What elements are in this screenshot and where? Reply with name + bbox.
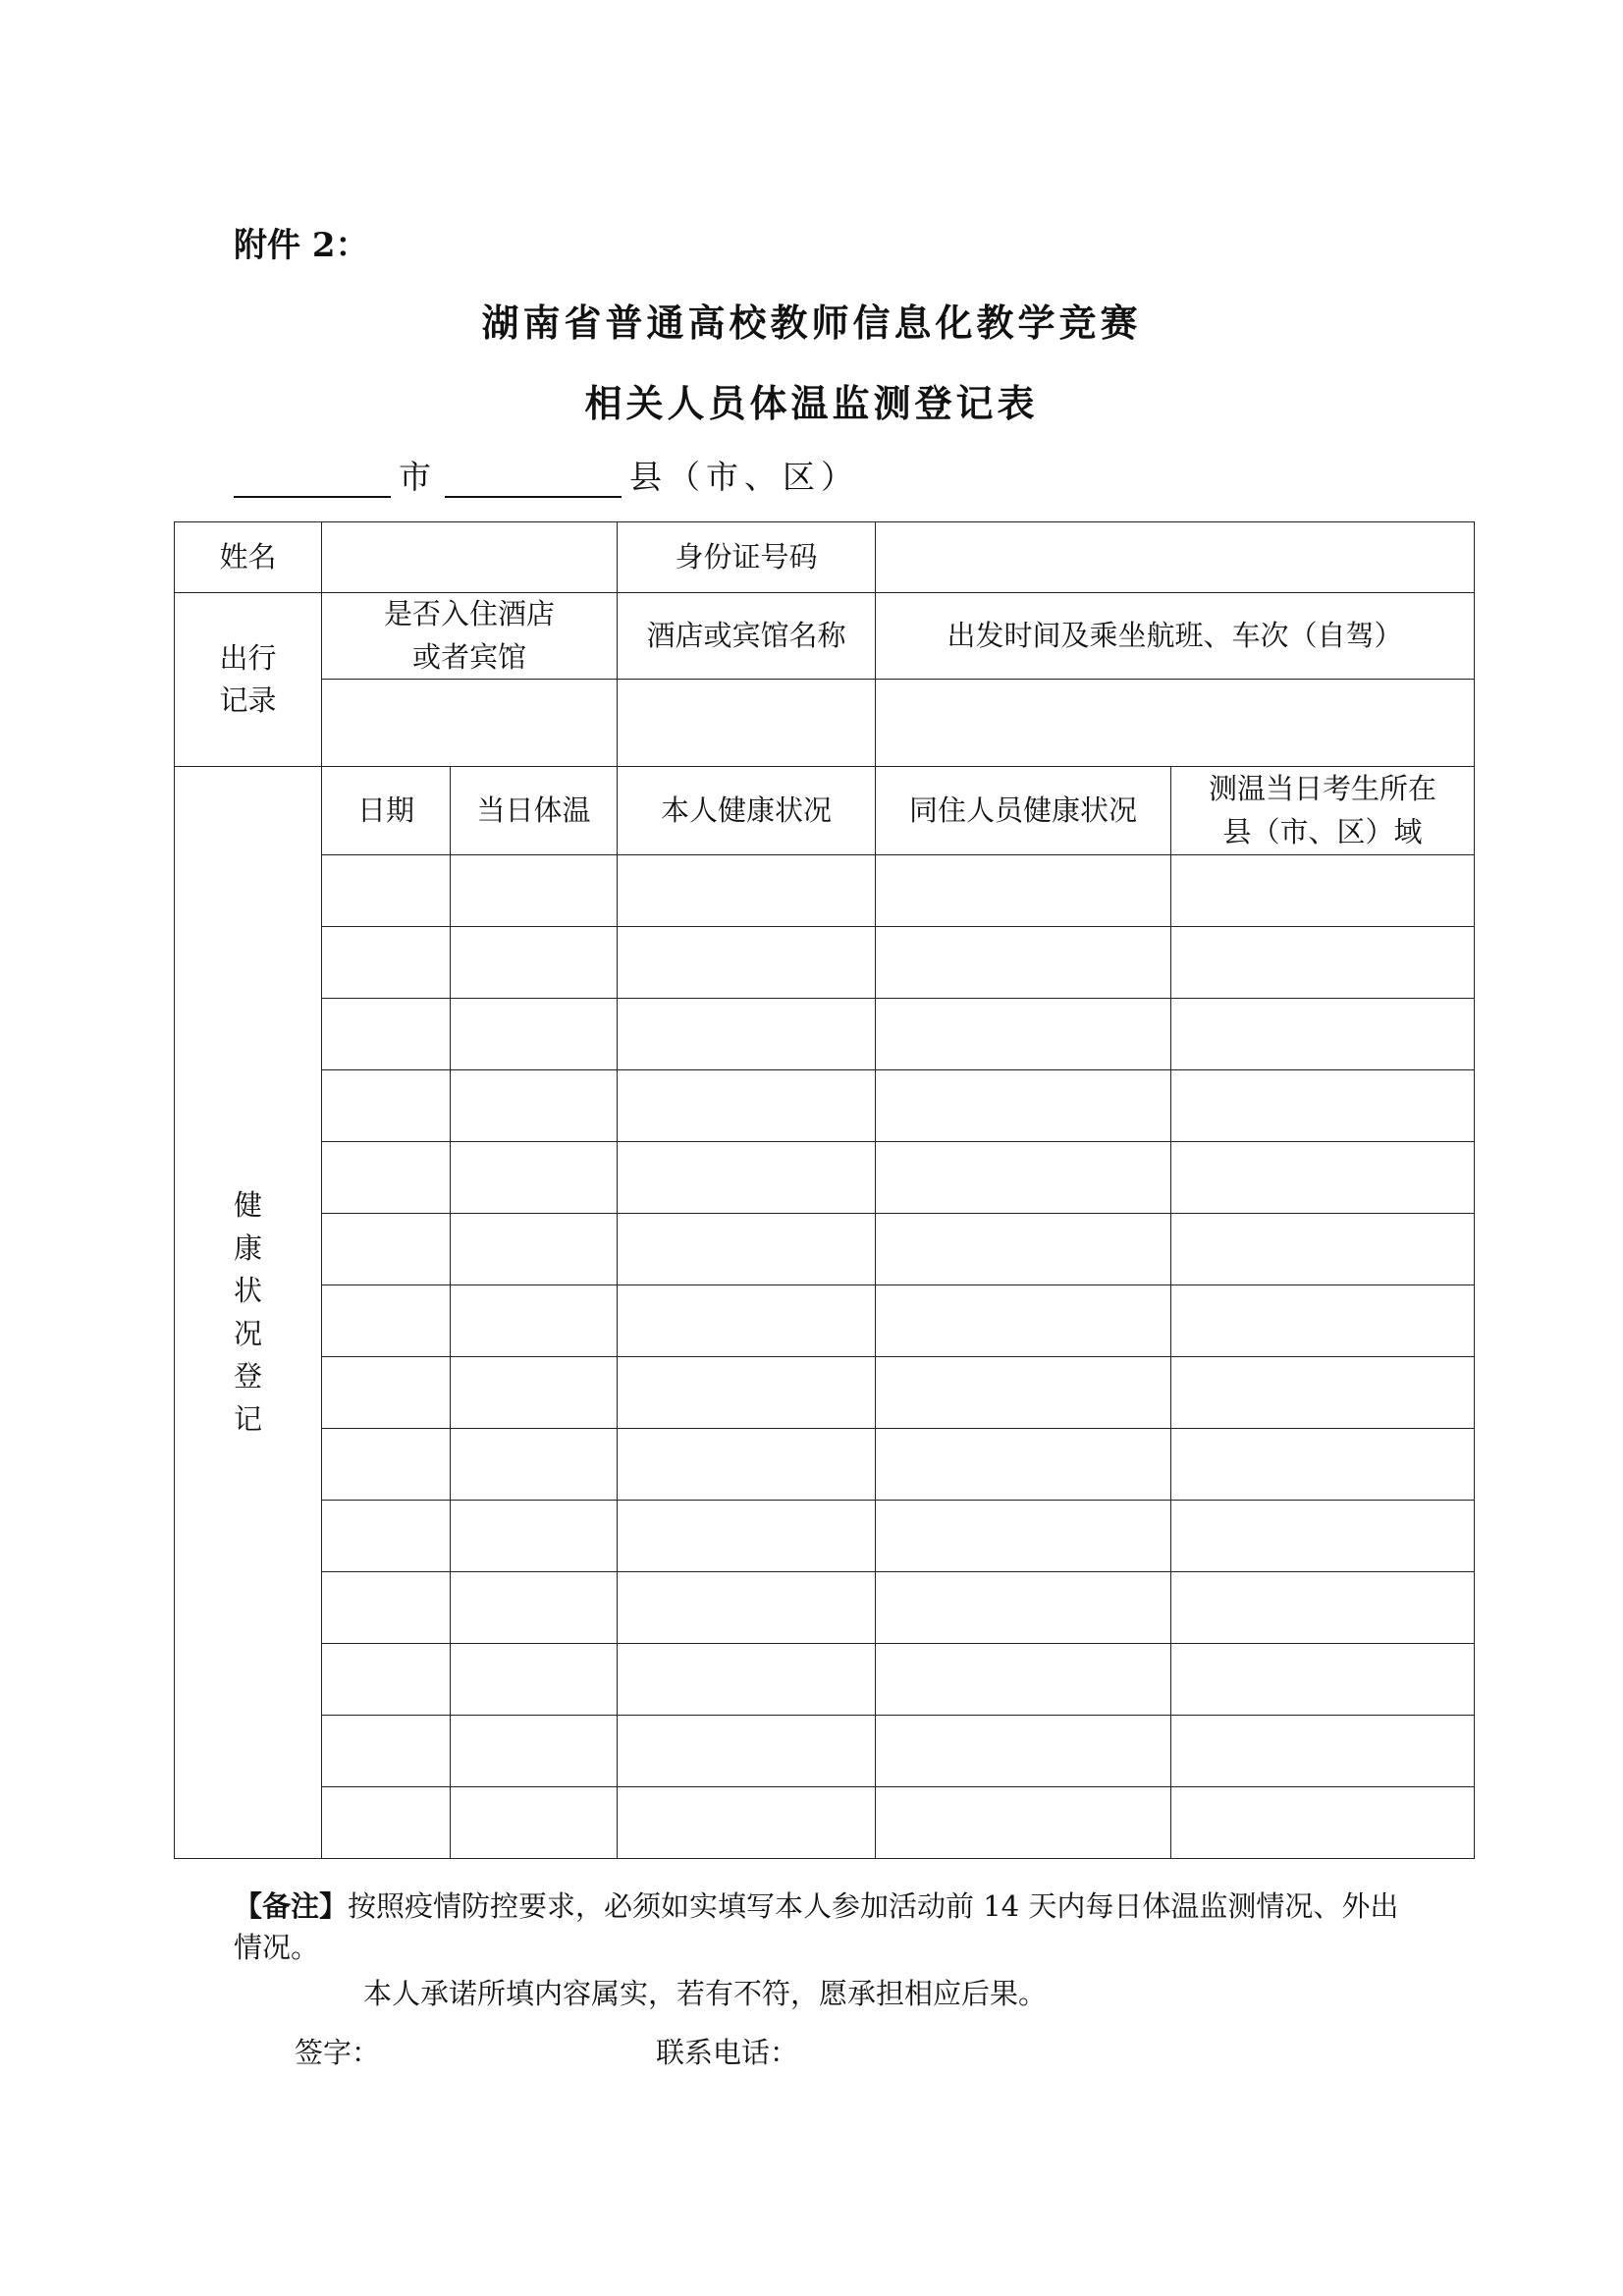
temperature-cell[interactable] xyxy=(451,1644,618,1716)
health-label-char: 记 xyxy=(233,1401,262,1436)
location-cell[interactable] xyxy=(1171,855,1475,927)
cohabitant-health-cell[interactable] xyxy=(876,999,1171,1070)
self-health-cell[interactable] xyxy=(618,1070,876,1142)
table-row xyxy=(175,855,1475,927)
cohabitant-health-cell[interactable] xyxy=(876,1644,1171,1716)
location-cell[interactable] xyxy=(1171,1787,1475,1859)
date-cell[interactable] xyxy=(322,1357,451,1429)
cohabitant-health-cell[interactable] xyxy=(876,855,1171,927)
cohabitant-health-cell[interactable] xyxy=(876,1501,1171,1572)
county-blank[interactable] xyxy=(445,459,622,498)
location-header-line1: 测温当日考生所在 xyxy=(1208,772,1436,805)
name-label: 姓名 xyxy=(175,522,322,593)
self-health-cell[interactable] xyxy=(618,1214,876,1285)
health-label-char: 况 xyxy=(233,1316,262,1350)
date-cell[interactable] xyxy=(322,1501,451,1572)
travel-label-line2: 记录 xyxy=(219,683,277,717)
temperature-cell[interactable] xyxy=(451,999,618,1070)
location-cell[interactable] xyxy=(1171,1357,1475,1429)
date-cell[interactable] xyxy=(322,1142,451,1214)
hotel-question-field[interactable] xyxy=(322,680,618,767)
health-label-char: 登 xyxy=(233,1359,262,1393)
self-health-cell[interactable] xyxy=(618,1285,876,1357)
temperature-cell[interactable] xyxy=(451,1501,618,1572)
remark-text: 按照疫情防控要求，必须如实填写本人参加活动前 14 天内每日体温监测情况、外出情况。 xyxy=(234,1889,1399,1965)
temperature-cell[interactable] xyxy=(451,1787,618,1859)
hotel-question-line2: 或者宾馆 xyxy=(411,639,526,674)
self-health-cell[interactable] xyxy=(618,1716,876,1787)
self-health-cell[interactable] xyxy=(618,1142,876,1214)
temperature-cell[interactable] xyxy=(451,927,618,999)
temperature-cell[interactable] xyxy=(451,1716,618,1787)
cohabitant-health-cell[interactable] xyxy=(876,1429,1171,1501)
table-row xyxy=(175,1070,1475,1142)
departure-header: 出发时间及乘坐航班、车次（自驾） xyxy=(876,593,1475,680)
table-row xyxy=(175,1357,1475,1429)
self-health-cell[interactable] xyxy=(618,1787,876,1859)
location-header-line2: 县（市、区）域 xyxy=(1222,814,1423,848)
temperature-cell[interactable] xyxy=(451,1572,618,1644)
self-health-cell[interactable] xyxy=(618,1644,876,1716)
self-health-cell[interactable] xyxy=(618,1501,876,1572)
cohabitant-health-cell[interactable] xyxy=(876,927,1171,999)
self-health-cell[interactable] xyxy=(618,927,876,999)
location-cell[interactable] xyxy=(1171,1070,1475,1142)
hotel-name-header: 酒店或宾馆名称 xyxy=(618,593,876,680)
remark-bracket: 【备注】 xyxy=(234,1889,349,1923)
location-header xyxy=(1171,767,1475,855)
location-cell[interactable] xyxy=(1171,1572,1475,1644)
date-cell[interactable] xyxy=(322,1644,451,1716)
id-label: 身份证号码 xyxy=(618,522,876,593)
temperature-cell[interactable] xyxy=(451,1070,618,1142)
table-row xyxy=(175,1644,1475,1716)
travel-record-label xyxy=(175,593,322,767)
table-row xyxy=(175,1429,1475,1501)
cohabitant-health-cell[interactable] xyxy=(876,1357,1171,1429)
promise-statement: 本人承诺所填内容属实，若有不符，愿承担相应后果。 xyxy=(363,1977,1048,2010)
health-label-char: 康 xyxy=(233,1230,262,1265)
city-suffix: 市 xyxy=(399,458,437,496)
location-cell[interactable] xyxy=(1171,999,1475,1070)
date-cell[interactable] xyxy=(322,927,451,999)
self-health-cell[interactable] xyxy=(618,1572,876,1644)
cohabitant-health-cell[interactable] xyxy=(876,1572,1171,1644)
self-health-cell[interactable] xyxy=(618,1357,876,1429)
page-title: 湖南省普通高校教师信息化教学竞赛 xyxy=(481,301,1142,345)
table-row xyxy=(175,1142,1475,1214)
temperature-cell[interactable] xyxy=(451,1285,618,1357)
self-health-header: 本人健康状况 xyxy=(618,767,876,855)
health-record-label xyxy=(175,767,322,1859)
self-health-cell[interactable] xyxy=(618,855,876,927)
table-row xyxy=(175,1214,1475,1285)
remark-note xyxy=(234,1886,1412,1968)
temperature-cell[interactable] xyxy=(451,1214,618,1285)
registration-table xyxy=(174,521,1475,1859)
hotel-question-header xyxy=(322,593,618,680)
name-field[interactable] xyxy=(322,522,618,593)
temperature-cell[interactable] xyxy=(451,855,618,927)
cohabitant-health-cell[interactable] xyxy=(876,1787,1171,1859)
region-line xyxy=(234,452,867,498)
hotel-name-field[interactable] xyxy=(618,680,876,767)
table-row xyxy=(175,927,1475,999)
location-cell[interactable] xyxy=(1171,1285,1475,1357)
location-cell[interactable] xyxy=(1171,1716,1475,1787)
city-blank[interactable] xyxy=(234,459,391,498)
cohabitant-health-cell[interactable] xyxy=(876,1142,1171,1214)
date-cell[interactable] xyxy=(322,855,451,927)
page-subtitle: 相关人员体温监测登记表 xyxy=(584,381,1039,425)
date-header: 日期 xyxy=(322,767,451,855)
table-row xyxy=(175,1787,1475,1859)
table-row xyxy=(175,1716,1475,1787)
cohabitant-health-cell[interactable] xyxy=(876,1070,1171,1142)
cohabitant-health-header: 同住人员健康状况 xyxy=(876,767,1171,855)
date-cell[interactable] xyxy=(322,1429,451,1501)
table-row xyxy=(175,1285,1475,1357)
temperature-cell[interactable] xyxy=(451,1429,618,1501)
date-cell[interactable] xyxy=(322,1285,451,1357)
date-cell[interactable] xyxy=(322,1572,451,1644)
date-cell[interactable] xyxy=(322,999,451,1070)
table-row xyxy=(175,1572,1475,1644)
date-cell[interactable] xyxy=(322,1787,451,1859)
hotel-question-line1: 是否入住酒店 xyxy=(383,597,555,630)
table-row xyxy=(175,999,1475,1070)
attachment-label: 附件 2： xyxy=(234,226,369,265)
id-field[interactable] xyxy=(876,522,1475,593)
county-suffix: 县（市、区） xyxy=(629,458,859,496)
departure-field[interactable] xyxy=(876,680,1475,767)
temperature-cell[interactable] xyxy=(451,1142,618,1214)
location-cell[interactable] xyxy=(1171,1644,1475,1716)
date-cell[interactable] xyxy=(322,1070,451,1142)
health-label-char: 健 xyxy=(233,1188,262,1222)
self-health-cell[interactable] xyxy=(618,999,876,1070)
cohabitant-health-cell[interactable] xyxy=(876,1285,1171,1357)
health-label-char: 状 xyxy=(233,1274,262,1307)
temperature-header: 当日体温 xyxy=(451,767,618,855)
cohabitant-health-cell[interactable] xyxy=(876,1214,1171,1285)
location-cell[interactable] xyxy=(1171,927,1475,999)
location-cell[interactable] xyxy=(1171,1142,1475,1214)
location-cell[interactable] xyxy=(1171,1429,1475,1501)
date-cell[interactable] xyxy=(322,1214,451,1285)
cohabitant-health-cell[interactable] xyxy=(876,1716,1171,1787)
self-health-cell[interactable] xyxy=(618,1429,876,1501)
signature-label: 签字： xyxy=(295,2036,381,2069)
phone-label: 联系电话： xyxy=(656,2036,799,2069)
table-row xyxy=(175,1501,1475,1572)
location-cell[interactable] xyxy=(1171,1501,1475,1572)
travel-label-line1: 出行 xyxy=(219,640,277,675)
date-cell[interactable] xyxy=(322,1716,451,1787)
location-cell[interactable] xyxy=(1171,1214,1475,1285)
temperature-cell[interactable] xyxy=(451,1357,618,1429)
